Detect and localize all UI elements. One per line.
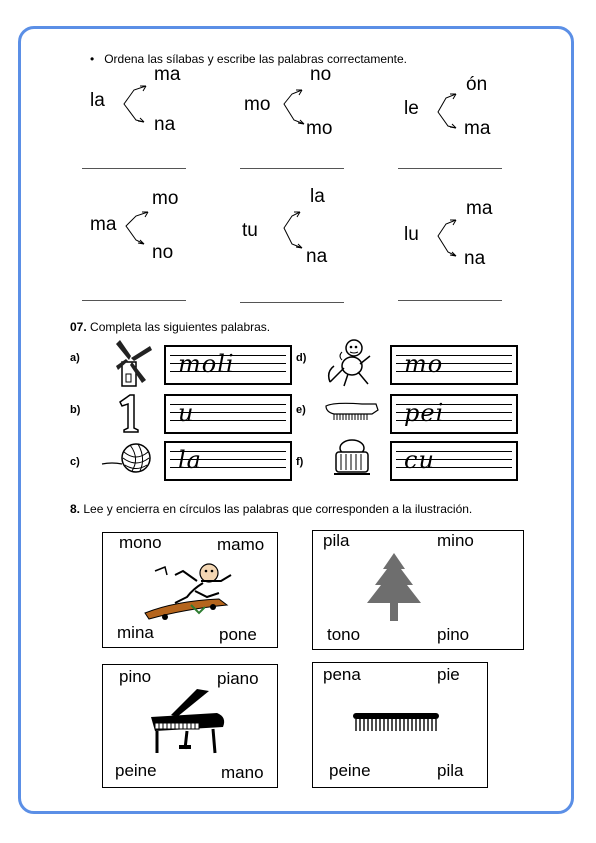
syllable-item [242,64,402,194]
syllable-first: la [90,90,105,111]
arrows-icon [404,72,474,142]
arrows-icon [88,64,148,134]
item-letter: b) [70,404,81,416]
syllable-item [404,72,564,202]
write-box[interactable] [390,441,518,481]
syllable-bottom: mo [306,118,333,139]
answer-line[interactable] [398,168,502,169]
write-box[interactable] [390,394,518,434]
word-option[interactable]: pena [323,665,361,684]
answer-line[interactable] [82,300,186,301]
word-option[interactable]: mamo [217,535,265,554]
item-letter: d) [296,352,307,364]
word-option[interactable]: pone [219,625,257,644]
cursive-hint: moli [178,350,235,378]
word-option[interactable]: peine [115,761,157,780]
comb-icon [351,711,441,733]
syllable-top: no [310,64,332,85]
answer-line[interactable] [240,302,344,303]
word-option[interactable]: pino [119,667,152,686]
item-letter: c) [70,456,80,468]
answer-line[interactable] [398,300,502,301]
syllable-bottom: no [152,242,174,263]
syllable-top: la [310,186,325,207]
word-option[interactable]: pie [437,665,460,684]
syllable-bottom: na [154,114,176,135]
syllable-top: ma [466,198,493,219]
instruction-text: Ordena las sílabas y escribe las palabras correctamente. [104,52,408,66]
exercise-number: 07. [70,320,87,334]
exercise-3-heading [70,502,472,516]
write-box[interactable] [390,345,518,385]
write-box[interactable] [164,394,292,434]
syllable-item [404,196,564,326]
syllable-first: ma [90,214,117,235]
word-card [312,530,524,650]
yarn-ball-icon [100,440,156,476]
crib-icon [330,436,374,478]
word-card [102,532,278,648]
word-option[interactable]: mano [221,763,264,782]
syllable-first: lu [404,224,419,245]
syllable-top: mo [152,188,179,209]
answer-line[interactable] [240,168,344,169]
instruction-text: Completa las siguientes palabras. [90,320,271,334]
word-option[interactable]: peine [329,761,371,780]
syllable-first: le [404,98,419,119]
syllable-item [90,186,250,316]
word-option[interactable]: mino [437,531,474,550]
syllable-first: mo [244,94,271,115]
item-letter: f) [296,456,304,468]
bullet-icon: • [90,52,95,66]
write-box[interactable] [164,441,292,481]
syllable-first: tu [242,220,258,241]
syllable-item [88,64,248,194]
word-option[interactable]: tono [327,625,361,644]
word-option[interactable]: pila [323,531,350,550]
item-letter: a) [70,352,80,364]
word-card [102,664,278,788]
word-option[interactable]: mina [117,623,154,642]
monkey-skateboard-icon [135,561,247,625]
syllable-bottom: ma [464,118,491,139]
arrows-icon [90,186,160,266]
syllable-top: ón [466,74,488,95]
comb-icon [322,396,380,426]
instruction-text: Lee y encierra en círculos las palabras que corresponden a la ilustración. [83,502,473,516]
answer-line[interactable] [82,168,186,169]
word-option[interactable]: piano [217,669,259,688]
arrows-icon [404,196,474,276]
word-card [312,662,488,788]
arrows-icon [242,186,312,266]
exercise-2-heading [70,320,270,334]
cursive-hint: pei [404,399,445,427]
syllable-bottom: na [464,248,486,269]
exercise-number: 8. [70,502,81,516]
syllable-bottom: na [306,246,328,267]
monkey-icon [324,336,376,388]
grand-piano-icon [147,687,231,761]
cursive-hint: la [178,446,202,474]
windmill-icon [114,338,156,390]
arrows-icon [242,64,312,134]
word-option[interactable]: pila [437,761,464,780]
pine-tree-icon [361,551,427,623]
syllable-item [242,186,402,316]
word-option[interactable]: mono [119,533,162,552]
syllable-top: ma [154,64,181,85]
cursive-hint: u [178,399,195,427]
cursive-hint: cu [404,446,435,474]
item-letter: e) [296,404,306,416]
write-box[interactable] [164,345,292,385]
number-one-icon [112,392,142,434]
cursive-hint: mo [404,350,444,378]
word-option[interactable]: pino [437,625,470,644]
